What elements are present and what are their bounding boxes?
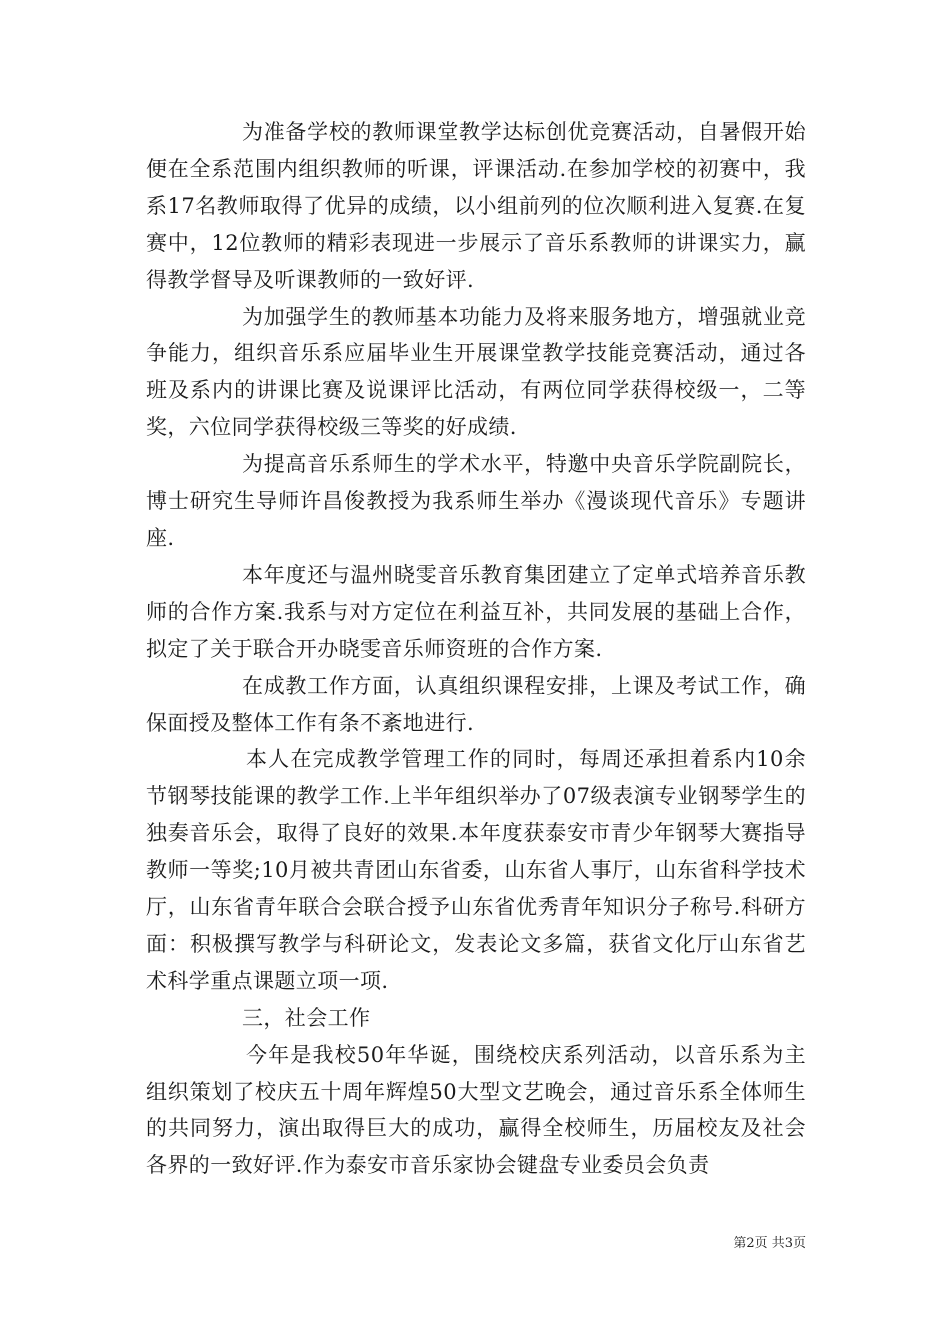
paragraph-cooperation: 本年度还与温州晓雯音乐教育集团建立了定单式培养音乐教师的合作方案.我系与对方定位在利益互补，共同发展的基础上合作，拟定了关于联合开办晓雯音乐师资班的合作方案. bbox=[146, 562, 806, 661]
paragraph-lecture: 为提高音乐系师生的学术水平，特邀中央音乐学院副院长，博士研究生导师许昌俊教授为我系师生举办《漫谈现代音乐》专题讲座. bbox=[146, 452, 806, 550]
paragraph-student-skills: 为加强学生的教师基本功能力及将来服务地方，增强就业竞争能力，组织音乐系应届毕业生开展课堂教学技能竞赛活动，通过各班及系内的讲课比赛及说课评比活动，有两位同学获得校级一，二等奖，六位同学获得校级三等奖的好成绩. bbox=[146, 304, 806, 440]
paragraph-personal-work: 本人在完成教学管理工作的同时，每周还承担着系内10余节钢琴技能课的教学工作.上半年组织举办了07级表演专业钢琴学生的独奏音乐会，取得了良好的效果.本年度获泰安市青少年钢琴大赛指导教师一等奖;10月被共青团山东省委，山东省人事厅，山东省科学技术厅，山东省青年联合会联合授予山东省优秀青年知识分子称号.科研方面：积极撰写教学与科研论文，发表论文多篇，获省文化厅山东省艺术科学重点课题立项一项. bbox=[146, 747, 806, 993]
page-number-footer: 第2页 共3页 bbox=[733, 1236, 806, 1251]
paragraph-teaching-competition: 为准备学校的教师课堂教学达标创优竞赛活动，自暑假开始便在全系范围内组织教师的听课，评课活动.在参加学校的初赛中，我系17名教师取得了优异的成绩，以小组前列的位次顺利进入复赛.在复赛中，12位教师的精彩表现进一步展示了音乐系教师的讲课实力，赢得教学督导及听课教师的一致好评. bbox=[146, 120, 806, 292]
document-body bbox=[146, 114, 806, 1184]
paragraph-adult-education: 在成教工作方面，认真组织课程安排，上课及考试工作，确保面授及整体工作有条不紊地进行. bbox=[146, 673, 806, 735]
section-heading-social-work: 三，社会工作 bbox=[242, 1005, 371, 1030]
paragraph-anniversary: 今年是我校50年华诞，围绕校庆系列活动，以音乐系为主组织策划了校庆五十周年辉煌50大型文艺晚会，通过音乐系全体师生的共同努力，演出取得巨大的成功，赢得全校师生，历届校友及社会各界的一致好评.作为泰安市音乐家协会键盘专业委员会负责 bbox=[146, 1042, 806, 1178]
